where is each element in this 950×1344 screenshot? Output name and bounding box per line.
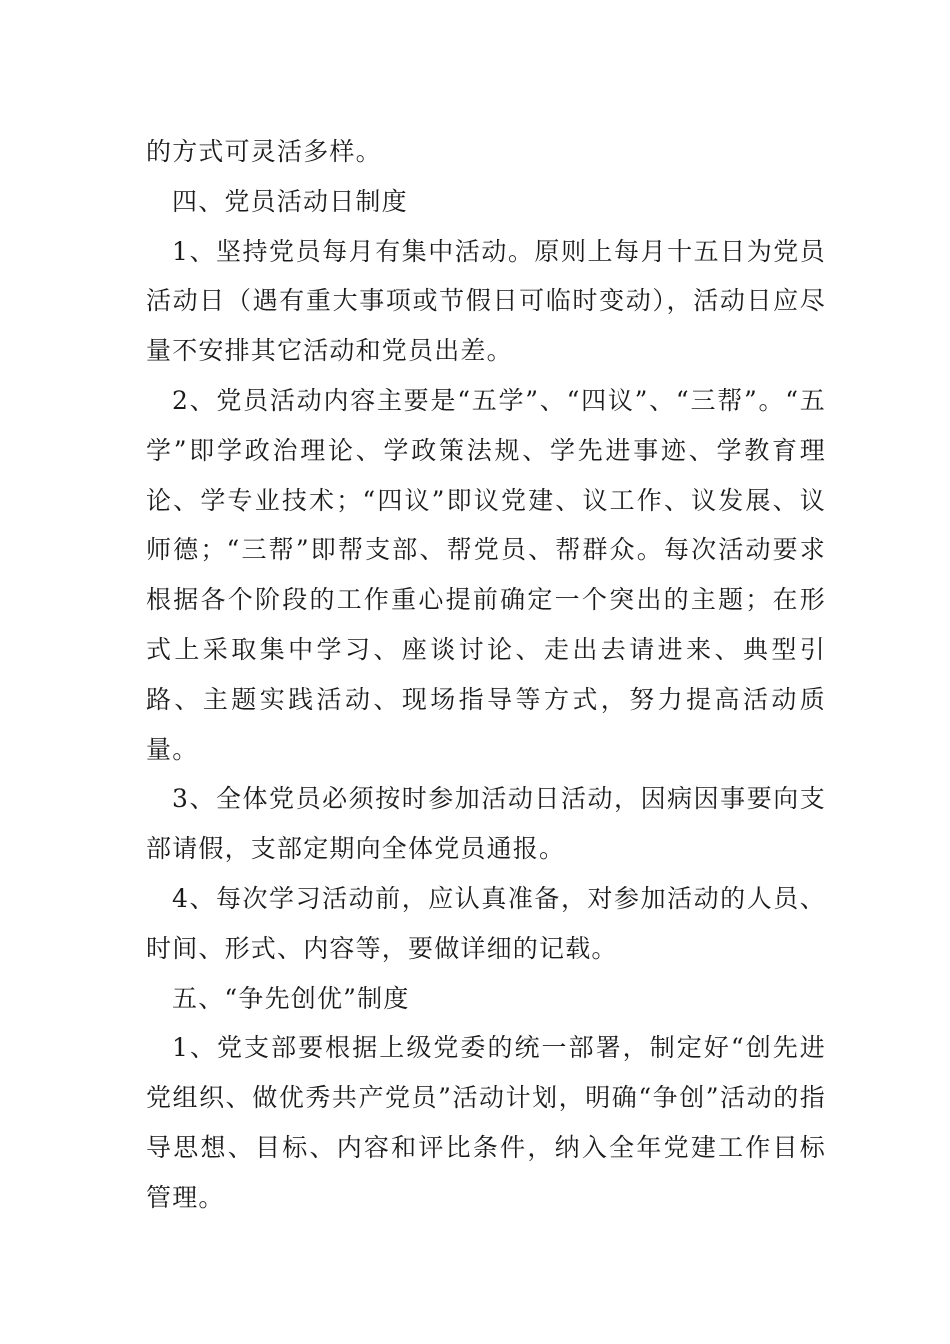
paragraph-item-4: 4、每次学习活动前，应认真准备，对参加活动的人员、时间、形式、内容等，要做详细的记载。 — [146, 883, 826, 963]
paragraph-item-1: 1、坚持党员每月有集中活动。原则上每月十五日为党员活动日（遇有重大事项或节假日可临时变动），活动日应尽量不安排其它活动和党员出差。 — [146, 236, 826, 366]
paragraph-item-3: 3、全体党员必须按时参加活动日活动，因病因事要向支部请假，支部定期向全体党员通报。 — [146, 784, 826, 864]
paragraph-continuation: 的方式可灵活多样。 — [146, 137, 382, 166]
paragraph-item-2: 2、党员活动内容主要是“五学”、“四议”、“三帮”。“五学”即学政治理论、学政策法规、学先进事迹、学教育理论、学专业技术；“四议”即议党建、议工作、议发展、议师德；“三帮”即帮支部、帮党员、帮群众。每次活动要求根据各个阶段的工作重心提前确定一个突出的主题；在形式上采取集中学习、座谈讨论、走出去请进来、典型引路、主题实践活动、现场指导等方式，努力提高活动质量。 — [146, 385, 826, 764]
paragraph-item-5: 1、党支部要根据上级党委的统一部署，制定好“创先进党组织、做优秀共产党员”活动计划，明确“争创”活动的指导思想、目标、内容和评比条件，纳入全年党建工作目标管理。 — [146, 1033, 826, 1212]
section-heading-activity-day: 四、党员活动日制度 — [172, 186, 408, 216]
section-heading-excellence: 五、“争先创优”制度 — [172, 983, 410, 1013]
document-body — [146, 127, 826, 1223]
